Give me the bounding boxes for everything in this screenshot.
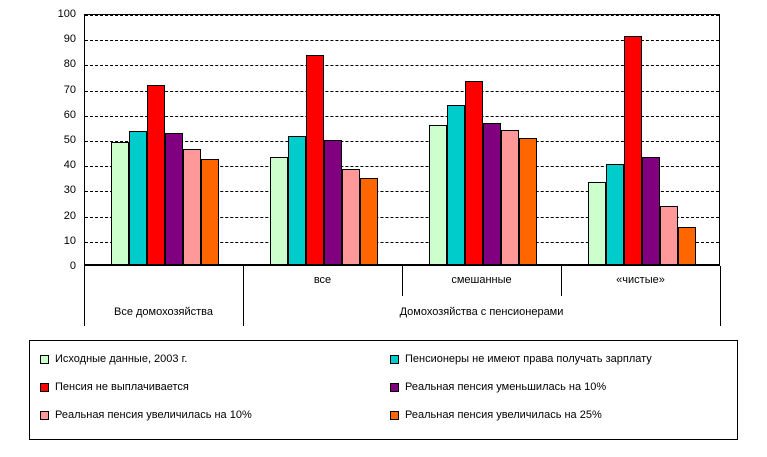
bar [306, 55, 324, 265]
y-axis-tick-label: 0 [69, 260, 76, 272]
bar [111, 142, 129, 265]
y-axis-tick-label: 60 [63, 108, 76, 121]
axis-group-separator [720, 296, 721, 326]
bar [429, 125, 447, 265]
bar [447, 105, 465, 265]
category-group-label: Все домохозяйства [114, 306, 213, 318]
legend-item [390, 409, 602, 421]
y-axis-tick-label: 30 [63, 184, 76, 197]
bar [606, 164, 624, 265]
bar [501, 130, 519, 265]
y-axis-tick-label: 40 [63, 159, 76, 172]
y-axis-labels [40, 8, 80, 272]
y-axis-tick-label: 50 [63, 134, 76, 146]
legend-swatch-icon [390, 383, 399, 392]
y-axis-tick-label: 80 [63, 58, 76, 71]
y-axis-tick-label: 90 [63, 33, 76, 46]
category-axis [84, 266, 720, 328]
bar [642, 157, 660, 265]
bar-group [403, 15, 562, 265]
bar [201, 159, 219, 265]
bar [288, 136, 306, 265]
plot-area [84, 14, 720, 266]
legend-item [390, 353, 652, 365]
bar-group [562, 15, 721, 265]
category-label: смешанные [451, 274, 512, 286]
axis-tick-separator [84, 266, 85, 296]
y-axis-tick-label: 70 [63, 83, 76, 96]
bar [360, 178, 378, 265]
legend-label: Реальная пенсия увеличилась на 25% [405, 409, 602, 421]
legend-item [40, 381, 189, 393]
chart-legend [29, 340, 738, 440]
axis-tick-separator [720, 266, 721, 296]
legend-label: Исходные данные, 2003 г. [55, 353, 188, 365]
y-axis-tick-label: 20 [63, 209, 76, 222]
legend-swatch-icon [40, 411, 49, 420]
y-axis-tick-label: 100 [57, 8, 76, 20]
category-label: все [313, 274, 332, 286]
legend-label: Пенсия не выплачивается [55, 381, 189, 393]
bar [147, 85, 165, 265]
legend-item [40, 409, 252, 421]
bar-group [244, 15, 403, 265]
legend-swatch-icon [40, 355, 49, 364]
legend-label: Реальная пенсия уменьшилась на 10% [405, 381, 607, 393]
bar [165, 133, 183, 265]
bar [270, 157, 288, 265]
y-axis-tick-label: 10 [63, 234, 76, 247]
bar [483, 123, 501, 265]
bar [129, 131, 147, 265]
legend-swatch-icon [40, 383, 49, 392]
legend-swatch-icon [390, 355, 399, 364]
category-label: «чистые» [616, 274, 665, 286]
bars-layer [85, 15, 719, 265]
bar [519, 138, 537, 265]
bar [342, 169, 360, 265]
bar [678, 227, 696, 265]
legend-label: Реальная пенсия увеличилась на 10% [55, 409, 252, 421]
bar [324, 140, 342, 265]
bar [660, 206, 678, 265]
bar [465, 81, 483, 265]
bar [183, 149, 201, 265]
category-group-label: Домохозяйства с пенсионерами [399, 306, 564, 318]
legend-item [40, 353, 187, 365]
legend-label: Пенсионеры не имеют права получать зарплату [405, 353, 652, 365]
bar [588, 182, 606, 265]
bar-group [85, 15, 244, 265]
bar [624, 36, 642, 265]
legend-item [390, 381, 606, 393]
legend-swatch-icon [390, 411, 399, 420]
